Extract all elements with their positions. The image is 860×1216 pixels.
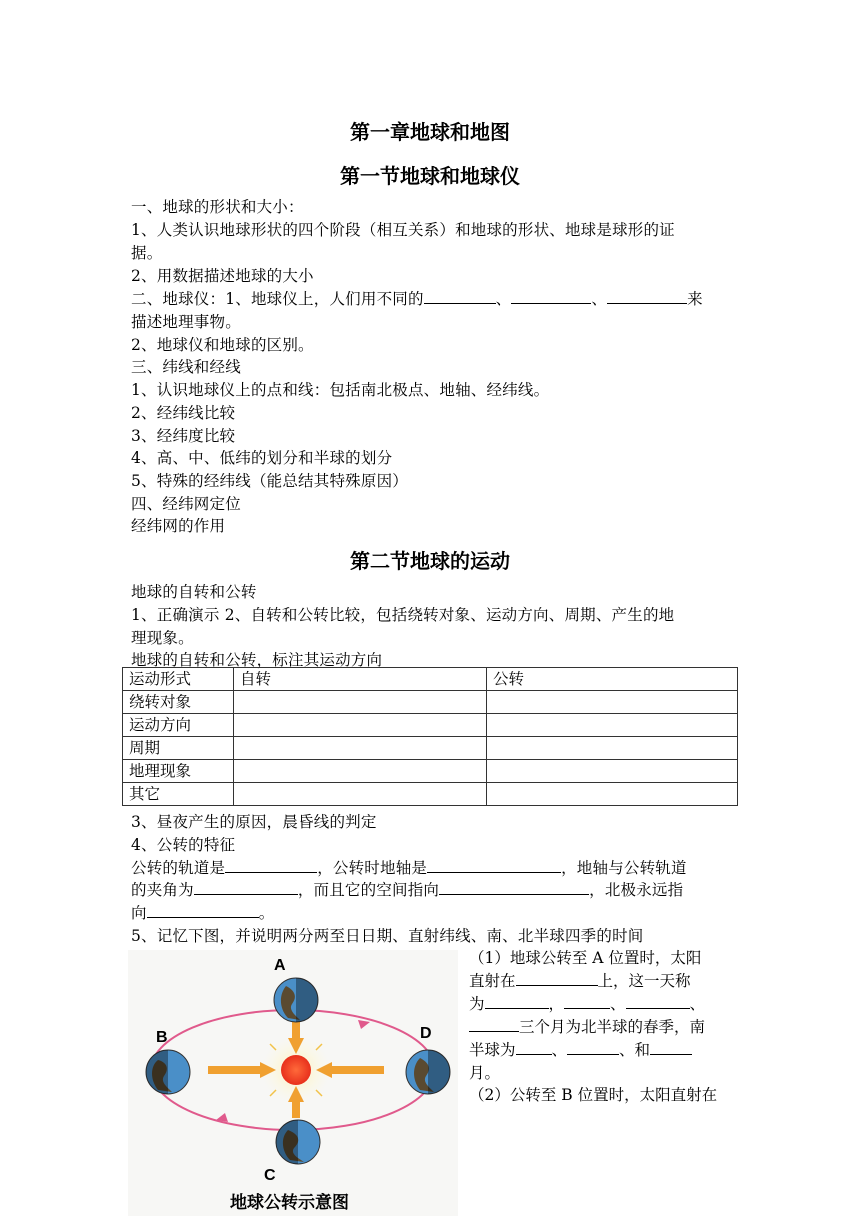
- text-line: [131, 901, 274, 923]
- text-line: [131, 856, 687, 878]
- text-fragment: 、: [591, 290, 608, 308]
- fill-blank[interactable]: [516, 970, 598, 986]
- text-line: 2、地球仪和地球的区别。: [131, 336, 314, 354]
- diagram-caption: 地球公转示意图: [230, 1193, 349, 1213]
- text-fragment: 直射在: [469, 972, 516, 990]
- text-line: 2、经纬线比较: [131, 404, 236, 422]
- table-cell[interactable]: [234, 737, 487, 760]
- text-line: 地球的自转和公转: [131, 583, 257, 601]
- side-text-line: [469, 1038, 692, 1060]
- fill-blank[interactable]: [424, 288, 496, 304]
- label-d: D: [420, 1025, 432, 1042]
- fill-blank[interactable]: [427, 857, 561, 873]
- text-fragment: 为: [469, 995, 485, 1013]
- earth-icon-c: [276, 1120, 320, 1164]
- fill-blank[interactable]: [485, 993, 549, 1009]
- fill-blank[interactable]: [516, 1039, 552, 1055]
- table-row: [123, 737, 738, 760]
- table-cell[interactable]: [234, 783, 487, 806]
- text-fragment: 向: [131, 904, 147, 922]
- table-header-row: [123, 668, 738, 691]
- text-fragment: 半球为: [469, 1041, 516, 1059]
- text-fragment: 公转的轨道是: [131, 859, 226, 877]
- fill-blank[interactable]: [567, 1039, 619, 1055]
- label-b: B: [156, 1029, 168, 1046]
- text-line: 3、昼夜产生的原因，晨昏线的判定: [131, 813, 377, 831]
- text-fragment: ，: [548, 995, 565, 1013]
- text-line: 据。: [131, 244, 163, 262]
- table-row: [123, 714, 738, 737]
- text-line: 三、纬线和经线: [131, 358, 241, 376]
- text-line: 理现象。: [131, 629, 194, 647]
- text-fragment: 、: [689, 995, 706, 1013]
- orbit-diagram: [128, 950, 458, 1216]
- side-text-line: [469, 969, 691, 991]
- text-fragment: 上，这一天称: [597, 972, 691, 990]
- table-cell[interactable]: [487, 737, 738, 760]
- text-line: 3、经纬度比较: [131, 427, 236, 445]
- text-fragment: 。: [258, 904, 275, 922]
- fill-blank[interactable]: [225, 857, 317, 873]
- text-fragment: 的夹角为: [131, 881, 194, 899]
- fill-blank[interactable]: [469, 1016, 519, 1032]
- section2-title: 第二节地球的运动: [350, 549, 510, 573]
- fill-blank[interactable]: [194, 879, 298, 895]
- text-fragment: 、和: [619, 1041, 651, 1059]
- text-fragment: ，北极永远指: [589, 881, 684, 899]
- text-fragment: 三个月为北半球的春季，南: [519, 1018, 706, 1036]
- table-row: [123, 691, 738, 714]
- fill-blank[interactable]: [650, 1039, 692, 1055]
- text-line: 一、地球的形状和大小：: [131, 198, 304, 216]
- table-header: 自转: [234, 668, 487, 691]
- sun-icon: [281, 1055, 311, 1085]
- table-cell[interactable]: [234, 691, 487, 714]
- text-fragment: ，地轴与公转轨道: [561, 859, 687, 877]
- text-line: 1、正确演示 2、自转和公转比较，包括绕转对象、运动方向、周期、产生的地: [131, 606, 675, 624]
- table-header: 公转: [487, 668, 738, 691]
- text-line: 4、公转的特征: [131, 836, 236, 854]
- text-fragment: 、: [551, 1041, 568, 1059]
- label-c: C: [264, 1167, 276, 1184]
- side-text-line: [469, 992, 705, 1014]
- fill-blank[interactable]: [564, 993, 610, 1009]
- earth-icon-b: [146, 1050, 190, 1094]
- text-line: 5、记忆下图，并说明两分两至日日期、直射纬线、南、北半球四季的时间: [131, 927, 644, 945]
- table-cell[interactable]: [234, 714, 487, 737]
- text-line: 描述地理事物。: [131, 313, 241, 331]
- text-line: 1、认识地球仪上的点和线：包括南北极点、地轴、经纬线。: [131, 381, 550, 399]
- chapter-title: 第一章地球和地图: [350, 120, 510, 144]
- text-line: 1、人类认识地球形状的四个阶段（相互关系）和地球的形状、地球是球形的证: [131, 221, 675, 239]
- fill-blank[interactable]: [626, 993, 690, 1009]
- text-line: [131, 287, 703, 309]
- table-cell[interactable]: [234, 760, 487, 783]
- earth-icon-d: [406, 1050, 450, 1094]
- text-line: 4、高、中、低纬的划分和半球的划分: [131, 449, 393, 467]
- table-cell[interactable]: [487, 783, 738, 806]
- fill-blank[interactable]: [439, 879, 589, 895]
- row-label: 周期: [123, 737, 234, 760]
- side-text-line: 月。: [469, 1064, 501, 1082]
- text-fragment: 、: [495, 290, 512, 308]
- text-fragment: 二、地球仪：1、地球仪上，人们用不同的: [131, 290, 424, 308]
- comparison-table: [122, 667, 738, 806]
- earth-icon-a: [274, 978, 318, 1022]
- table-cell[interactable]: [487, 714, 738, 737]
- fill-blank[interactable]: [607, 288, 687, 304]
- section1-title: 第一节地球和地球仪: [340, 164, 520, 188]
- row-label: 运动方向: [123, 714, 234, 737]
- text-line: 地球的自转和公转，标注其运动方向: [131, 651, 383, 669]
- table-row: [123, 783, 738, 806]
- text-fragment: ，而且它的空间指向: [297, 881, 440, 899]
- fill-blank[interactable]: [147, 902, 259, 918]
- label-a: A: [274, 957, 286, 974]
- table-cell[interactable]: [487, 691, 738, 714]
- row-label: 绕转对象: [123, 691, 234, 714]
- text-line: 5、特殊的经纬线（能总结其特殊原因）: [131, 472, 408, 490]
- text-line: 经纬网的作用: [131, 517, 226, 535]
- side-text-line: [469, 1015, 705, 1037]
- side-text-line: （1）地球公转至 A 位置时，太阳: [469, 949, 702, 967]
- text-fragment: 、: [610, 995, 626, 1013]
- row-label: 其它: [123, 783, 234, 806]
- fill-blank[interactable]: [511, 288, 591, 304]
- text-fragment: ，公转时地轴是: [317, 859, 428, 877]
- text-line: 四、经纬网定位: [131, 495, 241, 513]
- text-fragment: 来: [687, 290, 703, 308]
- text-line: [131, 878, 683, 900]
- table-row: [123, 760, 738, 783]
- table-cell[interactable]: [487, 760, 738, 783]
- row-label: 地理现象: [123, 760, 234, 783]
- side-text-line: （2）公转至 B 位置时，太阳直射在: [469, 1086, 718, 1104]
- text-line: 2、用数据描述地球的大小: [131, 267, 314, 285]
- table-header: 运动形式: [123, 668, 234, 691]
